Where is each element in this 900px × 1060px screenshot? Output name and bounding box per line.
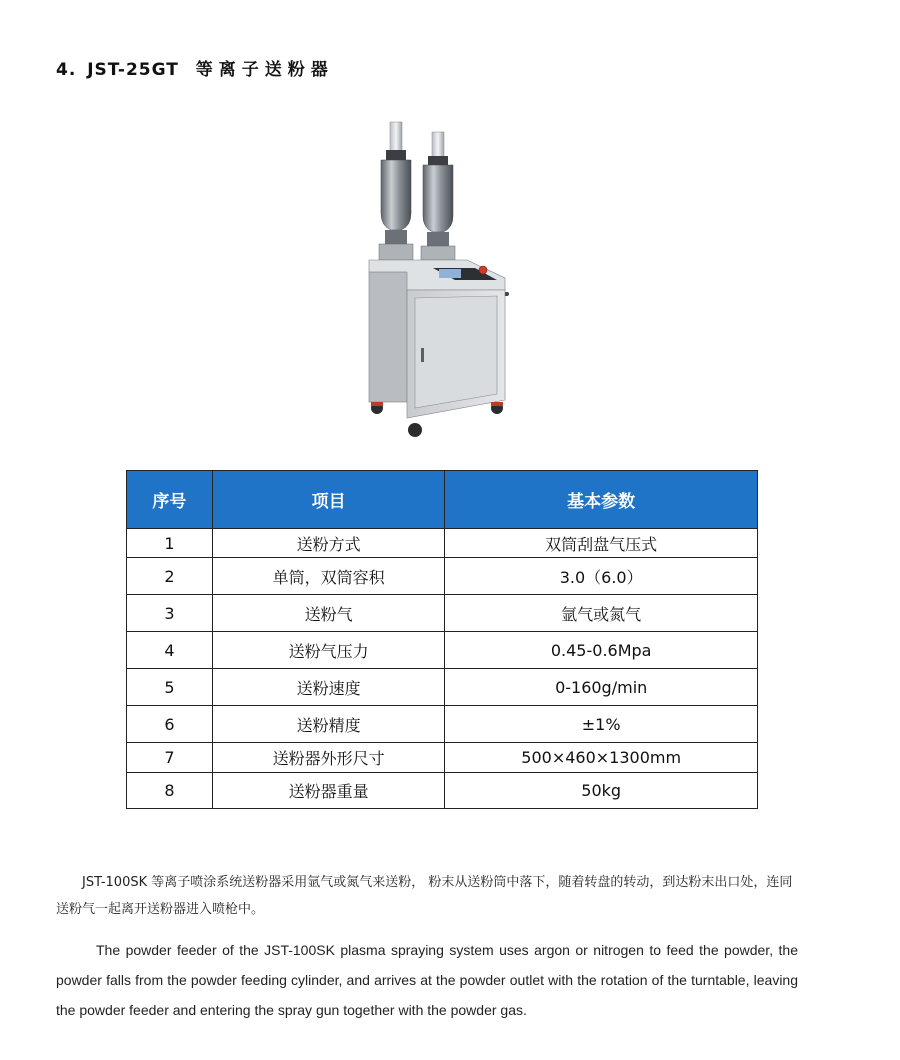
row-item: 单筒，双筒容积 bbox=[212, 558, 445, 595]
section-heading bbox=[56, 55, 334, 80]
row-value: 3.0（6.0） bbox=[445, 558, 758, 595]
row-no: 6 bbox=[127, 706, 213, 743]
row-item: 送粉气压力 bbox=[212, 632, 445, 669]
spec-table bbox=[126, 470, 758, 809]
header-item: 项目 bbox=[212, 471, 445, 529]
model-name: JST-25GT bbox=[87, 60, 179, 80]
row-item: 送粉气 bbox=[212, 595, 445, 632]
row-no: 3 bbox=[127, 595, 213, 632]
row-item: 送粉精度 bbox=[212, 706, 445, 743]
row-value: 0-160g/min bbox=[445, 669, 758, 706]
row-value: ±1% bbox=[445, 706, 758, 743]
header-value: 基本参数 bbox=[445, 471, 758, 529]
row-item: 送粉速度 bbox=[212, 669, 445, 706]
table-row bbox=[127, 706, 758, 743]
powder-feeder-image bbox=[355, 118, 525, 448]
row-no: 2 bbox=[127, 558, 213, 595]
section-number: 4. bbox=[56, 60, 77, 80]
row-no: 8 bbox=[127, 773, 213, 809]
table-row bbox=[127, 773, 758, 809]
row-no: 7 bbox=[127, 743, 213, 773]
row-value: 氩气或氮气 bbox=[445, 595, 758, 632]
row-no: 1 bbox=[127, 529, 213, 558]
row-item: 送粉方式 bbox=[212, 529, 445, 558]
row-value: 500×460×1300mm bbox=[445, 743, 758, 773]
row-no: 5 bbox=[127, 669, 213, 706]
table-row bbox=[127, 669, 758, 706]
table-row bbox=[127, 595, 758, 632]
row-value: 双筒刮盘气压式 bbox=[445, 529, 758, 558]
row-value: 50kg bbox=[445, 773, 758, 809]
table-row bbox=[127, 743, 758, 773]
description-chinese: JST-100SK 等离子喷涂系统送粉器采用氩气或氮气来送粉， 粉末从送粉筒中落下，随着转盘的转动，到达粉末出口处，连同送粉气一起离开送粉器进入喷枪中。 bbox=[56, 875, 793, 917]
table-row bbox=[127, 632, 758, 669]
description-english: The powder feeder of the JST-100SK plasma spraying system uses argon or nitrogen to feed the powder, the powder falls from the powder feeding cylinder, and arrives at the powder outlet with the rotation of the turntable, leaving the powder feeder and entering the spray gun together with the powder gas. bbox=[56, 942, 798, 1018]
table-header-row bbox=[127, 471, 758, 529]
row-value: 0.45-0.6Mpa bbox=[445, 632, 758, 669]
table-row bbox=[127, 558, 758, 595]
row-no: 4 bbox=[127, 632, 213, 669]
header-no: 序号 bbox=[127, 471, 213, 529]
row-item: 送粉器外形尺寸 bbox=[212, 743, 445, 773]
row-item: 送粉器重量 bbox=[212, 773, 445, 809]
product-title: 等离子送粉器 bbox=[195, 60, 334, 80]
table-row bbox=[127, 529, 758, 558]
